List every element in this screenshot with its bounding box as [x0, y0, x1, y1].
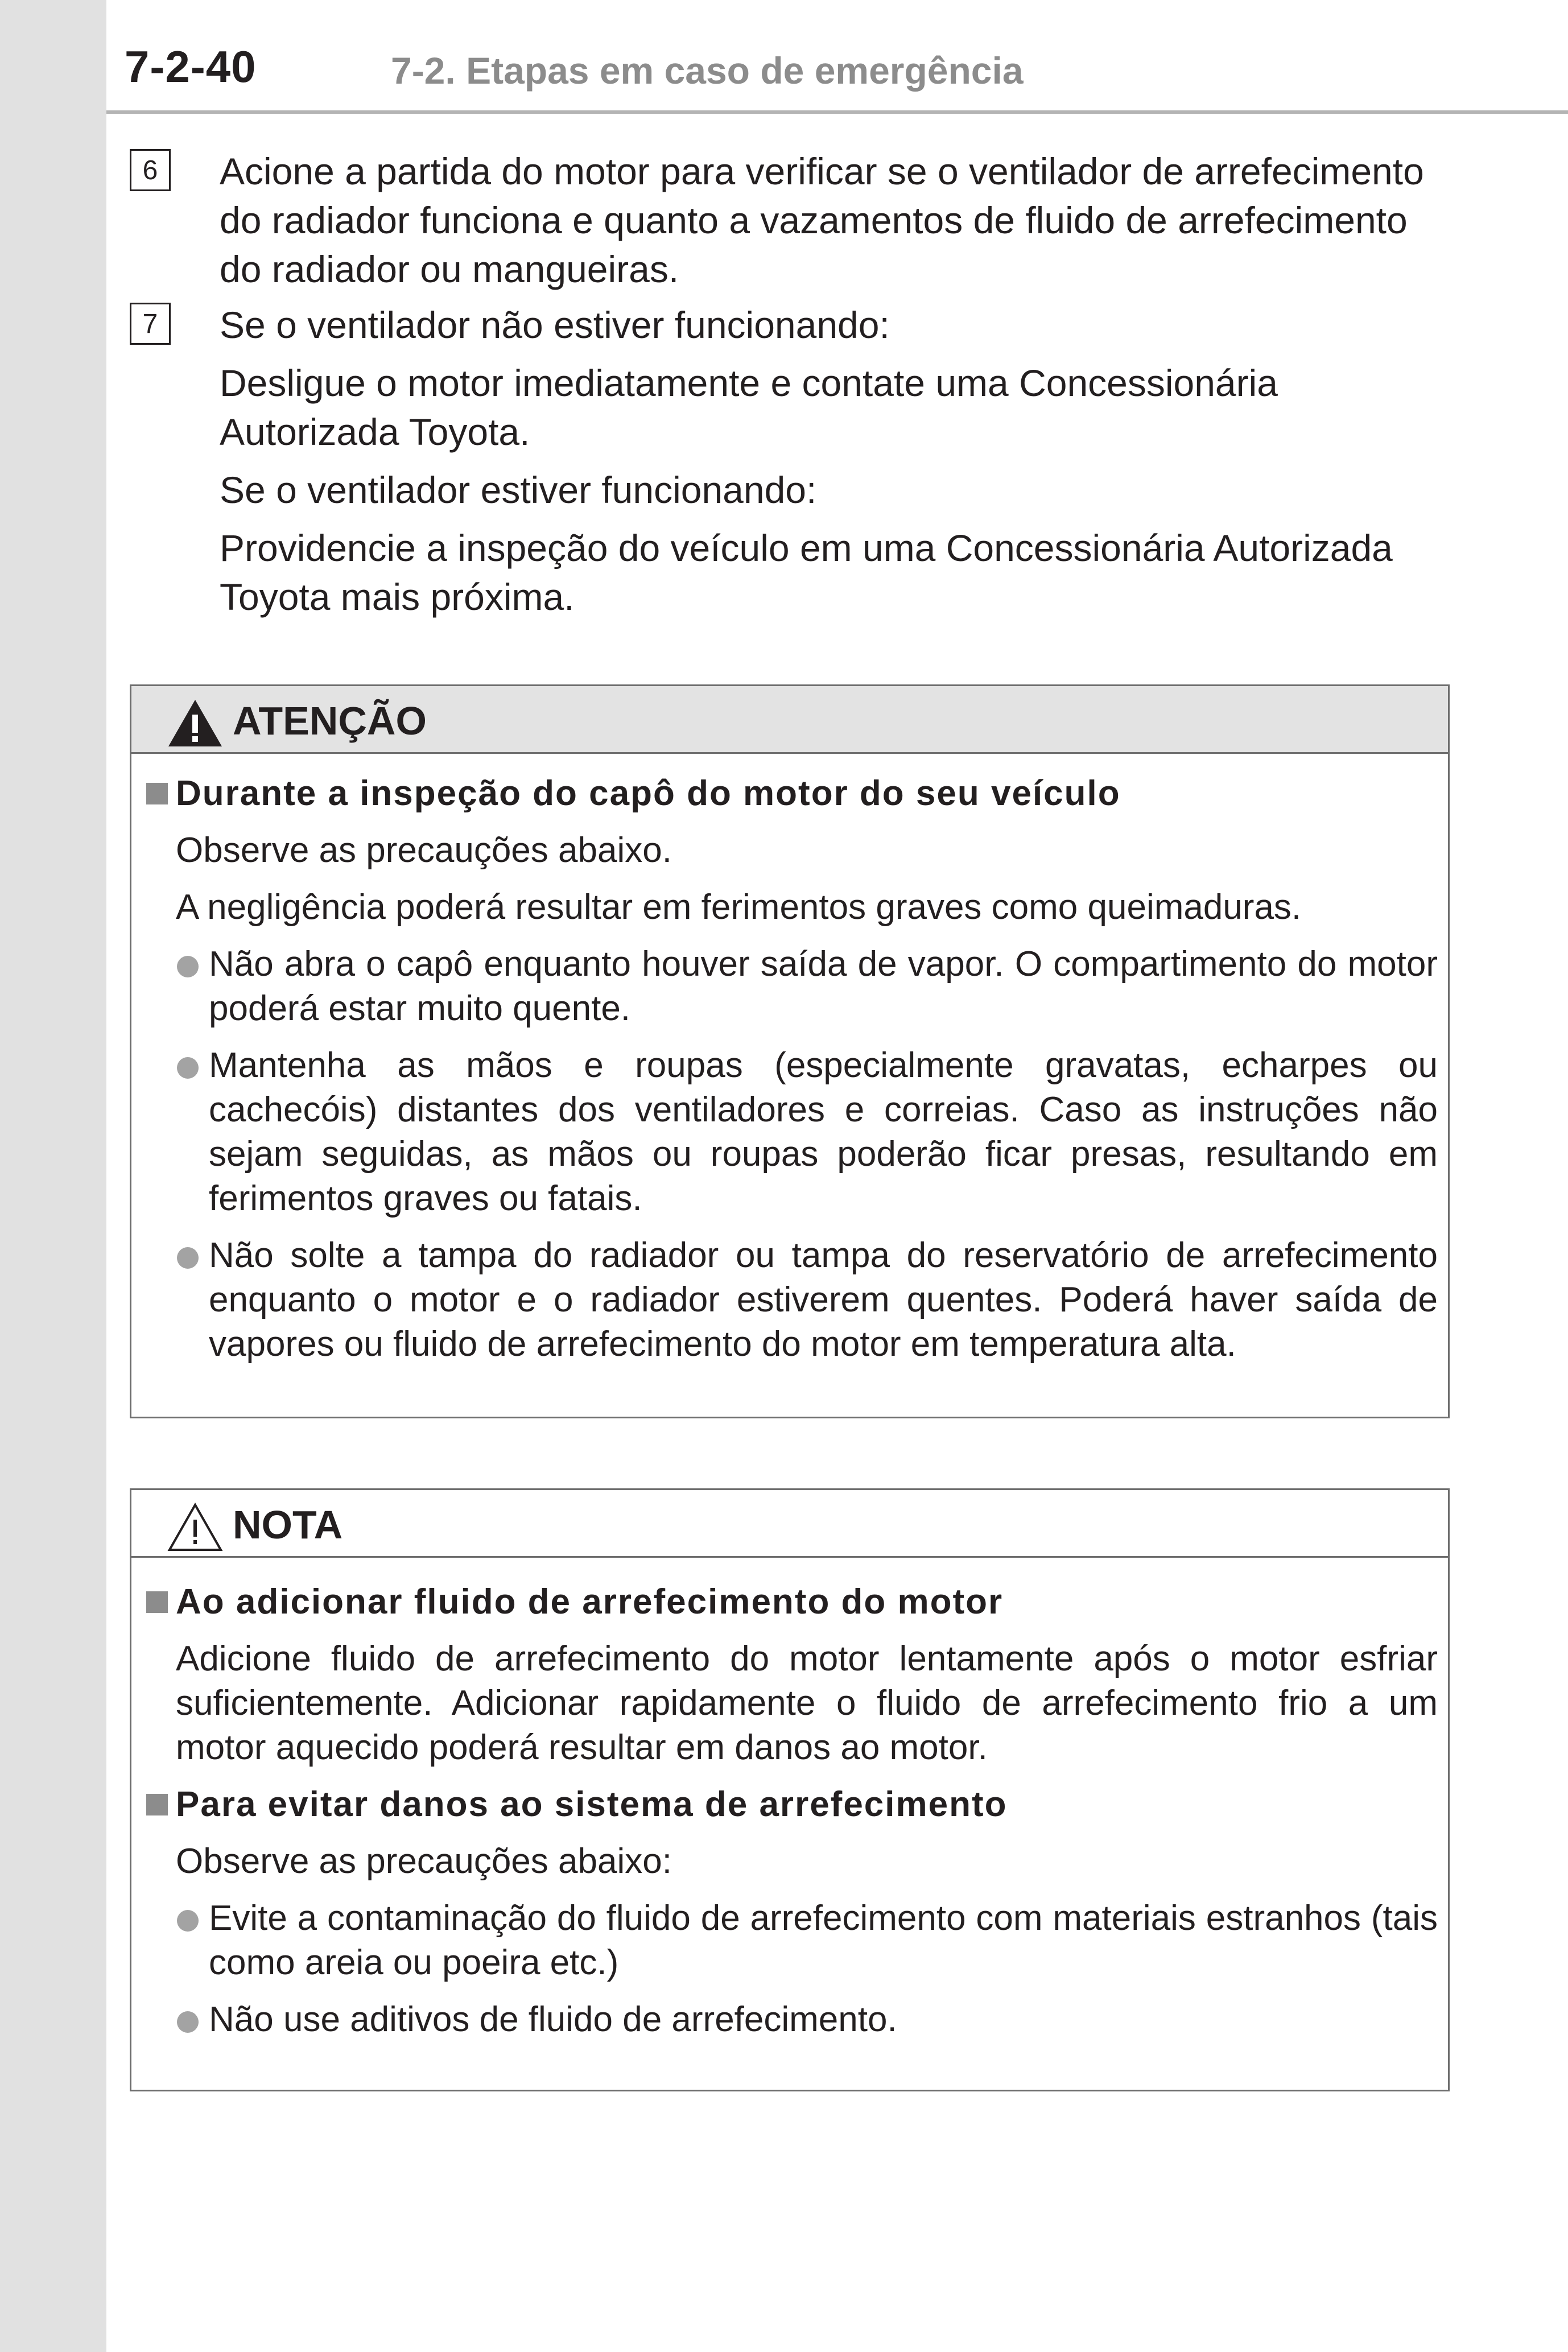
- page-header: [106, 0, 1568, 115]
- bullet-text: Não abra o capô enquanto houver saída de vapor. O compartimento do motor poderá estar muito quente.: [209, 944, 1438, 1028]
- round-bullet-icon: [177, 1247, 199, 1269]
- bullet-item: [144, 942, 1438, 1031]
- step-text: [220, 300, 1437, 630]
- note-box: [130, 1488, 1450, 2091]
- note-subheading: [144, 1782, 1438, 1827]
- warning-triangle-outline-icon: [167, 1501, 224, 1553]
- warning-box-body: [144, 771, 1438, 1379]
- bullet-text: Evite a contaminação do fluido de arrefecimento com materiais estranhos (tais como areia ou poeira etc.): [209, 1899, 1438, 1982]
- paragraph: Observe as precauções abaixo.: [176, 831, 672, 870]
- square-bullet-icon: [146, 1591, 168, 1613]
- bullet-text: Não solte a tampa do radiador ou tampa do reservatório de arrefecimento enquanto o motor e o radiador estiverem quentes. Poderá haver saída de vapores ou fluido de arrefecimento do motor em temperatura alta.: [209, 1236, 1438, 1364]
- warning-box: [130, 684, 1450, 1418]
- subheading-text: Durante a inspeção do capô do motor do seu veículo: [176, 774, 1121, 813]
- left-margin-band: [0, 0, 106, 2352]
- subheading-text: Ao adicionar fluido de arrefecimento do motor: [176, 1582, 1004, 1621]
- step-number-box: 6: [130, 149, 171, 191]
- paragraph: A negligência poderá resultar em ferimentos graves como queimaduras.: [176, 888, 1302, 927]
- note-subheading: [144, 1580, 1438, 1624]
- step-line: Providencie a inspeção do veículo em uma Concessionária Autorizada Toyota mais próxima.: [220, 527, 1393, 618]
- page-number: 7-2-40: [125, 42, 257, 92]
- square-bullet-icon: [146, 783, 168, 804]
- bullet-item: [144, 1896, 1438, 1985]
- square-bullet-icon: [146, 1794, 168, 1815]
- round-bullet-icon: [177, 1910, 199, 1932]
- paragraph: Observe as precauções abaixo:: [176, 1842, 672, 1881]
- warning-box-header: [131, 686, 1448, 754]
- round-bullet-icon: [177, 956, 199, 977]
- bullet-item: [144, 1043, 1438, 1221]
- step-line: Acione a partida do motor para verificar se o ventilador de arrefecimento do radiador funciona e quanto a vazamentos de fluido de arrefecimento do radiador ou mangueiras.: [220, 150, 1424, 290]
- header-divider: [106, 110, 1568, 114]
- warning-triangle-filled-icon: [167, 698, 224, 749]
- warning-title: ATENÇÃO: [233, 699, 427, 743]
- step-text: [220, 147, 1437, 303]
- paragraph: Adicione fluido de arrefecimento do motor lentamente após o motor esfriar suficientemente. Adicionar rapidamente o fluido de arrefecimento frio a um motor aquecido poderá resultar em danos ao motor.: [176, 1639, 1438, 1767]
- warning-subheading: [144, 771, 1438, 816]
- step-line: Se o ventilador estiver funcionando:: [220, 469, 817, 511]
- step-line: Se o ventilador não estiver funcionando:: [220, 304, 890, 346]
- bullet-text: Não use aditivos de fluido de arrefecimento.: [209, 2000, 897, 2039]
- subheading-text: Para evitar danos ao sistema de arrefecimento: [176, 1785, 1008, 1824]
- bullet-text: Mantenha as mãos e roupas (especialmente gravatas, echarpes ou cachecóis) distantes dos ventiladores e correias. Caso as instruções não sejam seguidas, as mãos ou roupas poderão ficar presas, resultando em ferimentos graves ou fatais.: [209, 1046, 1438, 1218]
- note-box-header: [131, 1490, 1448, 1558]
- bullet-item: [144, 1233, 1438, 1367]
- step-line: Desligue o motor imediatamente e contate uma Concessionária Autorizada Toyota.: [220, 362, 1278, 453]
- section-title: 7-2. Etapas em caso de emergência: [391, 49, 1024, 92]
- note-title: NOTA: [233, 1503, 343, 1547]
- note-box-body: [144, 1580, 1438, 2054]
- round-bullet-icon: [177, 1057, 199, 1079]
- step-number-box: 7: [130, 303, 171, 345]
- bullet-item: [144, 1998, 1438, 2042]
- round-bullet-icon: [177, 2011, 199, 2033]
